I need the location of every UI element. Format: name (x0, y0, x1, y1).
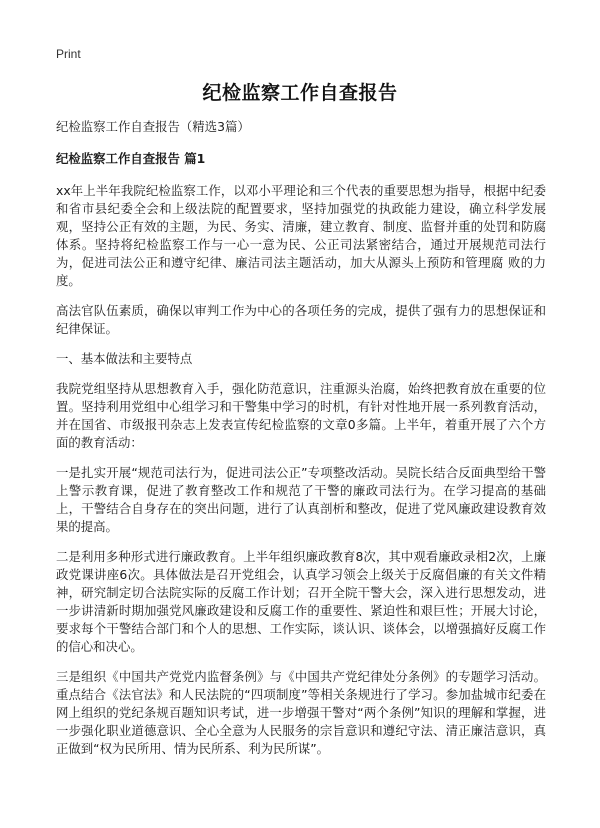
section-heading: 纪检监察工作自查报告 篇1 (56, 151, 206, 166)
heading-basic-practices: 一、基本做法和主要特点 (56, 351, 193, 366)
paragraph-item-three: 三是组织《中国共产党党内监督条例》与《中国共产党纪律处分条例》的专题学习活动。重点结合《法官法》和人民法院的“四项制度”等相关条规进行了学习。参加盐城市纪委在网上组织的党纪条规百题知识考试，进一步增强干警对“两个条例”知识的理解和掌握，进一步强化职业道德意识、全心全意为人民服务的宗旨意识和遵纪守法、清正廉洁意识，真正做到“权为民所用、情为民所系、利为民所谋”。 (56, 669, 546, 756)
paragraph-guarantee: 高法官队伍素质，确保以审判工作为中心的各项任务的完成，提供了强有力的思想保证和纪律保证。 (56, 303, 546, 336)
document-subtitle: 纪检监察工作自查报告（精选3篇） (56, 119, 250, 134)
paragraph-intro: xx年上半年我院纪检监察工作，以邓小平理论和三个代表的重要思想为指导，根据中纪委和省市县纪委全会和上级法院的配置要求，坚持加强党的执政能力建设，确立科学发展观，坚持公正有效的主题，为民、务实、清廉，建立教育、制度、监督并重的处罚和防腐体系。坚持将纪检监察工作与一心一意为民、公正司法紧密结合，通过开展规范司法行为，促进司法公正和遵守纪律、廉洁司法主题活动，加大从源头上预防和管理腐 败的力度。 (56, 183, 546, 288)
page-title: 纪检监察工作自查报告 (202, 82, 398, 104)
document-body (56, 118, 546, 770)
paragraph-item-one: 一是扎实开展“规范司法行为，促进司法公正”专项整改活动。吴院长结合反面典型给干警上警示教育课，促进了教育整改工作和规范了干警的廉政司法行为。在学习提高的基础上，干警结合自身存在的突出问题，进行了认真剖析和整改，促进了党风廉政建设教育效果的提高。 (56, 465, 546, 534)
print-link[interactable]: Print (56, 47, 81, 61)
paragraph-education: 我院党组坚持从思想教育入手，强化防范意识，注重源头治腐，始终把教育放在重要的位置。坚持利用党组中心组学习和干警集中学习的时机，有针对性地开展一系列教育活动，并在国省、市级报刊杂志上发表宣传纪检监察的文章0多篇。上半年，着重开展了六个方面的教育活动： (56, 381, 546, 450)
paragraph-item-two: 二是利用多种形式进行廉政教育。上半年组织廉政教育8次，其中观看廉政录相2次，上廉政党课讲座6次。具体做法是召开党组会，认真学习领会上级关于反腐倡廉的有关文件精神，研究制定切合法院实际的反腐工作计划；召开全院干警大会，深入进行思想发动，进一步讲清新时期加强党风廉政建设和反腐工作的重要性、紧迫性和艰巨性；开展大讨论，要求每个干警结合部门和个人的思想、工作实际，谈认识、谈体会，以增强搞好反腐工作的信心和决心。 (56, 549, 546, 654)
